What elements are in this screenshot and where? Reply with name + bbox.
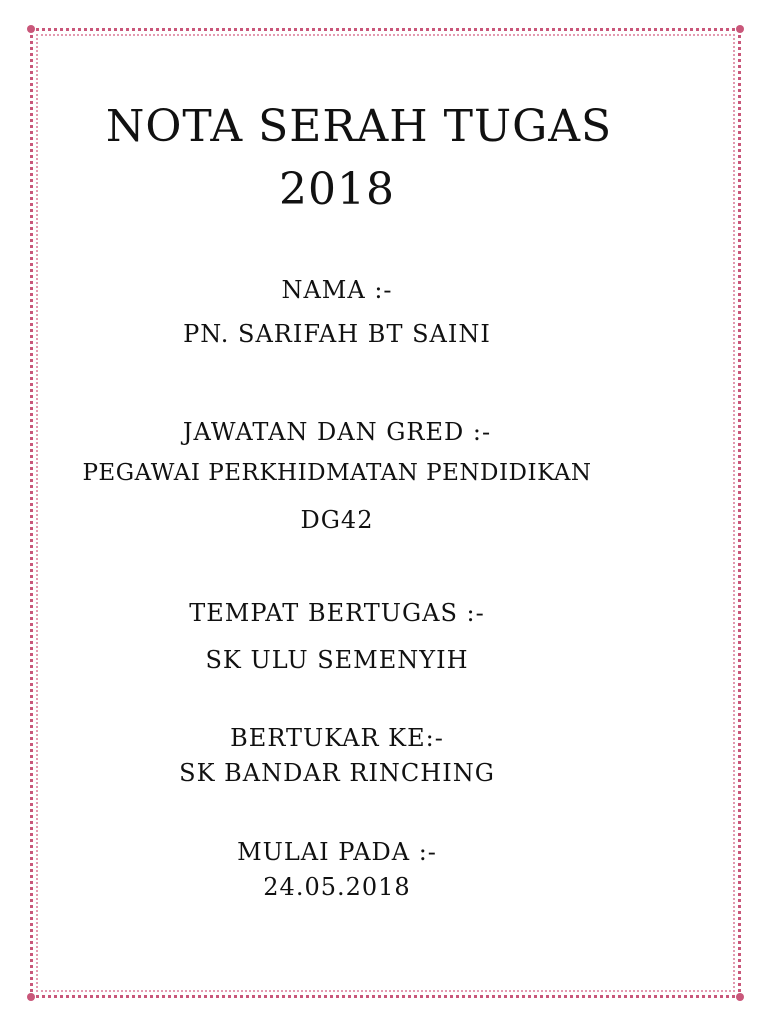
tempat-bertugas-label: TEMPAT BERTUGAS :- bbox=[189, 599, 485, 627]
gred-value: DG42 bbox=[300, 506, 374, 534]
tempat-bertugas-value: SK ULU SEMENYIH bbox=[205, 646, 469, 674]
bertukar-ke-label: BERTUKAR KE:- bbox=[230, 724, 444, 752]
nama-value: PN. SARIFAH BT SAINI bbox=[183, 320, 491, 348]
document-title: NOTA SERAH TUGAS bbox=[105, 101, 613, 152]
bertukar-ke-value: SK BANDAR RINCHING bbox=[179, 759, 495, 787]
border-corner-ornament bbox=[27, 993, 35, 1001]
mulai-pada-value: 24.05.2018 bbox=[263, 873, 411, 901]
nama-label: NAMA :- bbox=[281, 276, 393, 304]
jawatan-value: PEGAWAI PERKHIDMATAN PENDIDIKAN bbox=[82, 460, 592, 486]
border-corner-ornament bbox=[736, 993, 744, 1001]
jawatan-gred-label: JAWATAN DAN GRED :- bbox=[182, 418, 492, 446]
border-corner-ornament bbox=[736, 25, 744, 33]
mulai-pada-label: MULAI PADA :- bbox=[237, 838, 437, 866]
document-year: 2018 bbox=[279, 164, 395, 215]
border-corner-ornament bbox=[27, 25, 35, 33]
